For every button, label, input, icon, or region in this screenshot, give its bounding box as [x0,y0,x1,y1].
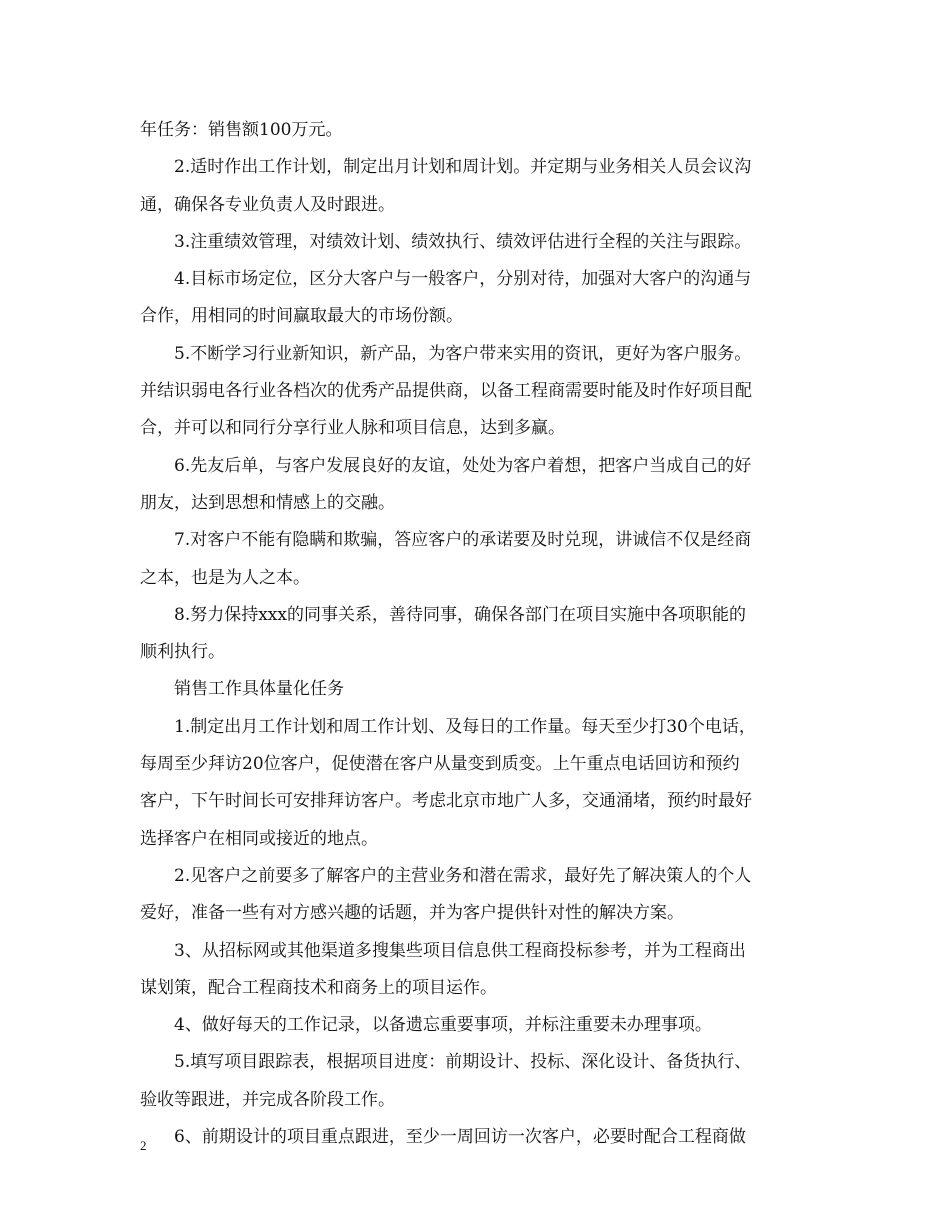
text-line: 1.制定出月工作计划和周工作计划、及每日的工作量。每天至少打30个电话， [174,716,756,737]
text-line: 2.适时作出工作计划，制定出月计划和周计划。并定期与业务相关人员会议沟 [174,157,752,178]
text-line: 合，并可以和同行分享行业人脉和项目信息，达到多赢。 [140,418,565,439]
text-line: 4.目标市场定位，区分大客户与一般客户，分别对待，加强对大客户的沟通与 [174,269,752,290]
text-line: 4、做好每天的工作记录，以备遗忘重要事项，并标注重要未办理事项。 [174,1015,712,1036]
text-line: 之本，也是为人之本。 [140,567,310,588]
text-line: 2.见客户之前要多了解客户的主营业务和潜在需求，最好先了解决策人的个人 [174,865,752,886]
text-line: 通，确保各专业负责人及时跟进。 [140,194,395,215]
text-line: 7.对客户不能有隐瞒和欺骗，答应客户的承诺要及时兑现，讲诚信不仅是经商 [174,530,752,551]
text-line: 合作，用相同的时间赢取最大的市场份额。 [140,306,463,327]
text-line: 3、从招标网或其他渠道多搜集些项目信息供工程商投标参考，并为工程商出 [174,940,746,961]
text-line: 验收等跟进，并完成各阶段工作。 [140,1089,395,1110]
document-body [140,112,815,1156]
text-line: 爱好，准备一些有对方感兴趣的话题，并为客户提供针对性的解决方案。 [140,903,684,924]
text-line: 6、前期设计的项目重点跟进，至少一周回访一次客户，必要时配合工程商做 [174,1127,746,1148]
text-line: 朋友，达到思想和情感上的交融。 [140,492,395,513]
text-line: 选择客户在相同或接近的地点。 [140,828,378,849]
text-line: 每周至少拜访20位客户，促使潜在客户从量变到质变。上午重点电话回访和预约 [140,754,740,775]
page-number: 2 [140,1138,147,1153]
text-line: 谋划策，配合工程商技术和商务上的项目运作。 [140,977,497,998]
text-line: 6.先友后单，与客户发展良好的友谊，处处为客户着想，把客户当成自己的好 [174,455,752,476]
text-line: 并结识弱电各行业各档次的优秀产品提供商，以备工程商需要时能及时作好项目配 [140,381,752,402]
text-line: 顺利执行。 [140,642,225,663]
text-line: 5.不断学习行业新知识，新产品，为客户带来实用的资讯，更好为客户服务。 [174,343,752,364]
text-line: 3.注重绩效管理，对绩效计划、绩效执行、绩效评估进行全程的关注与跟踪。 [174,231,752,252]
text-line: 年任务：销售额100万元。 [140,120,343,140]
section-heading: 销售工作具体量化任务 [174,679,344,700]
text-line: 5.填写项目跟踪表，根据项目进度：前期设计、投标、深化设计、备货执行、 [174,1052,752,1073]
text-line: 8.努力保持xxx的同事关系，善待同事，确保各部门在项目实施中各项职能的 [174,604,746,625]
text-line: 客户，下午时间长可安排拜访客户。考虑北京市地广人多，交通涌堵，预约时最好 [140,791,752,812]
